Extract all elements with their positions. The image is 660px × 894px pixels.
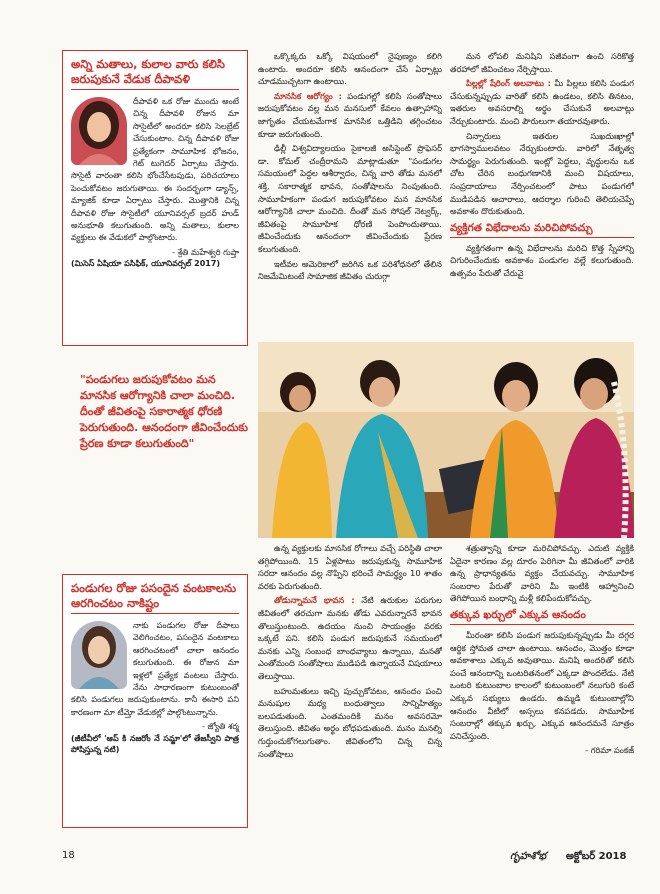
paragraph: ఉన్న వ్యక్తులకు మానసిక రోగాలు వచ్చే పరిస్థితి చాలా తగ్గిపోయింది. 15 ఏళ్లపాటు జరుపుకున్న సామూహిక సరదా ఆనందం వల్ల నొప్పిని భరించే సామర్థ్యం 10 శాతం వరకు పెరుగుతుంది. [258,543,442,591]
box-body [71,619,239,755]
section-heading: వ్యక్తిగత విభేదాలను మరిచిపోవచ్చు [450,221,634,238]
sidebar-box-diwali-society [62,50,248,346]
issue-date: అక్టోబర్ 2018 [566,851,627,862]
box-title: పండుగల రోజు పసందైన వంటకాలను ఆరగించటం నాకిష్టం [71,581,239,614]
portrait-photo [71,621,127,689]
box-text: నాకు పండుగల రోజు దీపాలు వెలిగించటం, పసందైన వంటకాలు ఆరగించటంలో చాలా ఆనందం కలుగుతుంది. ఈ రోజున మా ఇళ్లలో ప్రత్యేక వంటలు చేస్తారు. నేను సాధారణంగా కుటుంబంతో కలిసి పండుగలు జరుపుకుంటాను. కానీ ఈసారి పని కారణంగా మా టీమ్తో వేడుకల్లో పాల్గొంటున్నాను. [71,620,239,717]
paragraph: శత్రుత్వాన్ని కూడా మరిచిపోవచ్చు. ఎదుటి వ్యక్తికి ఏదైనా కారణం వల్ల దూరం పెరిగినా మీ జీవితంలో వారికి ఉన్న ప్రాధాన్యతను వ్యక్తం చేయవచ్చు. సామూహిక సంబరాల పేరుతో వారిని మీ ఇంటికి ఆహ్వానించి తెగిపోయిన బంధాన్ని మళ్లీ కలిపేందుకోవచ్చు. [450,543,634,604]
article-column-2-bottom [258,542,442,832]
section-heading: తక్కువ ఖర్చులో ఎక్కువ ఆనందం [450,608,634,625]
pull-quote: "పండుగలు జరుపుకోవటం మన మానసిక ఆరోగ్యానికి చాలా మంచిది. దీంతో జీవితంపై సకారాత్మక ధోరణి పెరుగుతుంది. ఆనందంగా జీవించేందుకు ప్రేరణ కూడా కలుగుతుంది" [80,373,248,450]
credit: (జీటీవీలో 'ఆప్ కి నజరోం నే సమ్జా'లో తేజస్వీని పాత్ర పోషిస్తున్న నటి) [71,733,239,754]
author-signature: - గరిమా పంకజ్ [585,745,634,756]
subheading: మానసిక ఆరోగ్యం : [274,90,342,101]
paragraph: వ్యక్తిగతంగా ఉన్న విభేదాలను మరిచి కొత్త స్నేహాన్ని చిగురించేందుకు అవకాశం పండుగల వల్లే కలుగుతుంది. ఉత్సవం పేరుతో చేరువై [450,242,634,278]
subheading: తోడున్నామనే భావన : [274,595,355,606]
article-column-2-top [258,50,442,340]
paragraph: ఢిల్లీ విశ్వవిద్యాలయం సైకాలజీ అసిస్టెంట్ ప్రొఫెసర్ డా. కోమల్ చంద్రీరామని మాట్లాడుతూ "పండుగల సమయంలో పెద్దల ఆశీర్వాదం, చిన్న వారి తోడు మనలో శక్తి, సకారాత్మక భావన, సంతోషాలను నింపుతుంది. సామూహికంగా పండుగ జరుపుకోవటం మన మానసిక ఆరోగ్యానికి చాలా మంచిది. దీంతో మన సోషల్ నెట్వర్క్, జీవితంపై సామూహిక ధోరణి పెంపొందుతాయి. జీవించేందుకు ఆనందంగా జీవించేందుకు ప్రేరణ కలుగుతుంది. [258,143,442,254]
paragraph [450,77,634,127]
paragraph [258,594,442,682]
paragraph: ఇటీవల అమెరికాలో జరిగిన ఒక పరిశోధనలో తేలిన నిజమేమిటంటే సామాజిక జీవితం చురుగ్గా [258,258,442,282]
magazine-name: గృహశోభ [510,851,547,862]
article-column-3-top [450,50,634,340]
box-title: అన్ని మతాలు, కులాల వారు కలిసి జరుపుకునే వేడుక దీపావళి [71,57,239,90]
paragraph-text: మీ పిల్లలు కలిసి పండుగ చేసుకున్నప్పుడు వారితో కలిసి ఉండటం, కలిసి తినటం, ఇతరుల అవసరాల్ని అర్థం చేసుకునే అలవాట్లు నేర్చుకుంటారు. మంచి పౌరులుగా తయారవుతారు. [450,78,634,126]
box-text: దీపావళి ఒక రోజు ముందు అంటే చిన్న దీపావళి రోజున మా సొసైటీలో అందరూ కలిసి సెలబ్రేట్ చేసుకుంటాం. చిన్న దీపావళి రోజు ప్రత్యేకంగా సామూహిక భోజనం, గెట్ టుగెదర్ ఏర్పాటు చేస్తారు. సొసైటీ వారంతా కలిసి భోంచేసేటపుడు, పరిచయాలు పెంచుకోవటం జరుగుతాయి. ఈ సందర్భంగా డ్యాన్స్, మ్యాజిక్ కూడా ఏర్పాటు చేస్తారు. మొత్తానికి చిన్న దీపావళి రోజు సొసైటీలో యూనివర్సల్ బ్రదర్ హుడ్ అనుభూతి కలుగుతుంది. అన్ని మతాలు, కులాల వ్యక్తులు ఈ వేడుకలో పాల్గొంటారు. [71,96,239,243]
credit: (మిసెస్ ఏషియా పసిఫిక్, యూనివర్సల్ 2017) [71,259,221,269]
paragraph-text: పండుగల్లో కలిసి సంతోషాలు జరుపుకోవటం వల్ల మన మనసులో కేవలం ఉత్సాహాన్ని జాగృతం చేయటమేగాక మానసిక ఒత్తిడిని తగ్గించటం కూడా జరుగుతుంది. [258,90,442,139]
signature: - జ్యోతి శర్మ [201,721,239,732]
paragraph-text: నేటి ఉరుకుల పరుగుల జీవితంలో తరచుగా మనకు తోడు ఎవరున్నారనే భావన తొలుస్తుంటుంది. ఉదయం నుంచి సాయంత్రం వరకు ఒక్కటే పని. కలిసి పండుగ జరుపుకునే సమయంలో మనకు ఎన్ని సంబంధ బాంధవ్యాలు ఉన్నాయి, మనతో ఎంతోమంది సంతోషాలు ముడిపడి ఉన్నాయనే విషయాలు తెలుస్తాయి. [258,595,442,681]
portrait-photo [71,97,127,165]
paragraph: మీరంతా కలిసి పండుగ జరుపుకున్నప్పుడు మీ దగ్గర ఆర్థిక స్తోమత చాలా ఉంటాయి. ఆనందం, మొత్తం కూడా అవకాశాలు ఎక్కువ అవుతాయి. మనిషి అందరితో కలిసి పంచే ఆనందాన్ని ఒంటరితనంలో ఎక్కడా పొందలేడు. నేటి ఒంటరి కుటుంబాల కాలంలో కుటుంబంలో నలుగురి కంటే ఎక్కువ సభ్యులు ఉండరు. ఉమ్మడి కుటుంబాల్లోని ఆనందం వీటిలో అస్సలు కనపడదు. సామూహిక సంబరాల్లో తక్కువ ఖర్చు, ఎక్కువ ఆనందమనే సూత్రం పనిచేస్తుంది. [450,629,634,741]
article-column-3-bottom [450,542,634,832]
paragraph: చిన్నారులు ఇతరుల సుఖదుఃఖాల్లో భాగస్వాములవటం నేర్చుకుంటారు. వారిలో నేతృత్వ సామర్థ్యం పెరుగుతుంది. ఇంట్లో పెద్దలు, వృద్ధులను ఒక చోట చేరిన బంధుగణానికి మంచి విషయాలు, సంప్రదాయాలు నేర్పించటంలో పాటు పండుగలో ముడిపడిన ఆచారాలు, ఆదర్శాల గురించి తెలియచెప్పే అవకాశం దొరుకుతుంది. [450,130,634,217]
subheading: పిల్లల్లో షేరింగ్ అలవాటు : [466,78,551,89]
box-body [71,95,239,269]
signature: - శ్రేతి మహేశ్వరి గుప్తా [172,246,239,257]
sidebar-box-festive-food [62,574,248,828]
paragraph: బహుమతులు ఇచ్చి పుచ్చుకోవటం, ఆనందం పంచి మనుషుల మధ్య బంధుత్వాలు సాన్నిహిత్యం బలపడుతుంది. ఎంతమందికి మనం అవసరమో తెలుస్తుంది. జీవితం అర్థం బోధపడుతుంది. మనం మనల్ని గుర్తుంచుకోగలుగుతాం. జీవితంలోని చిన్న చిన్న సంతోషాలు [258,685,442,759]
page-number: 18 [62,850,75,861]
family-photo [258,342,634,538]
paragraph: మన లోపలి మనిషిని సజీవంగా ఉంచి సరికొత్త తరహాలో జీవించటం నేర్పిస్తాయి. [450,51,634,74]
paragraph [258,90,442,140]
paragraph: ఒక్కొక్కరు ఒక్కో విషయంలో నైపుణ్యం కలిగి ఉంటారు. అందరూ కలిసి ఆనందంగా చేసే ఏర్పాట్లు చూడముచ్చటగా ఉంటాయి. [258,51,442,87]
